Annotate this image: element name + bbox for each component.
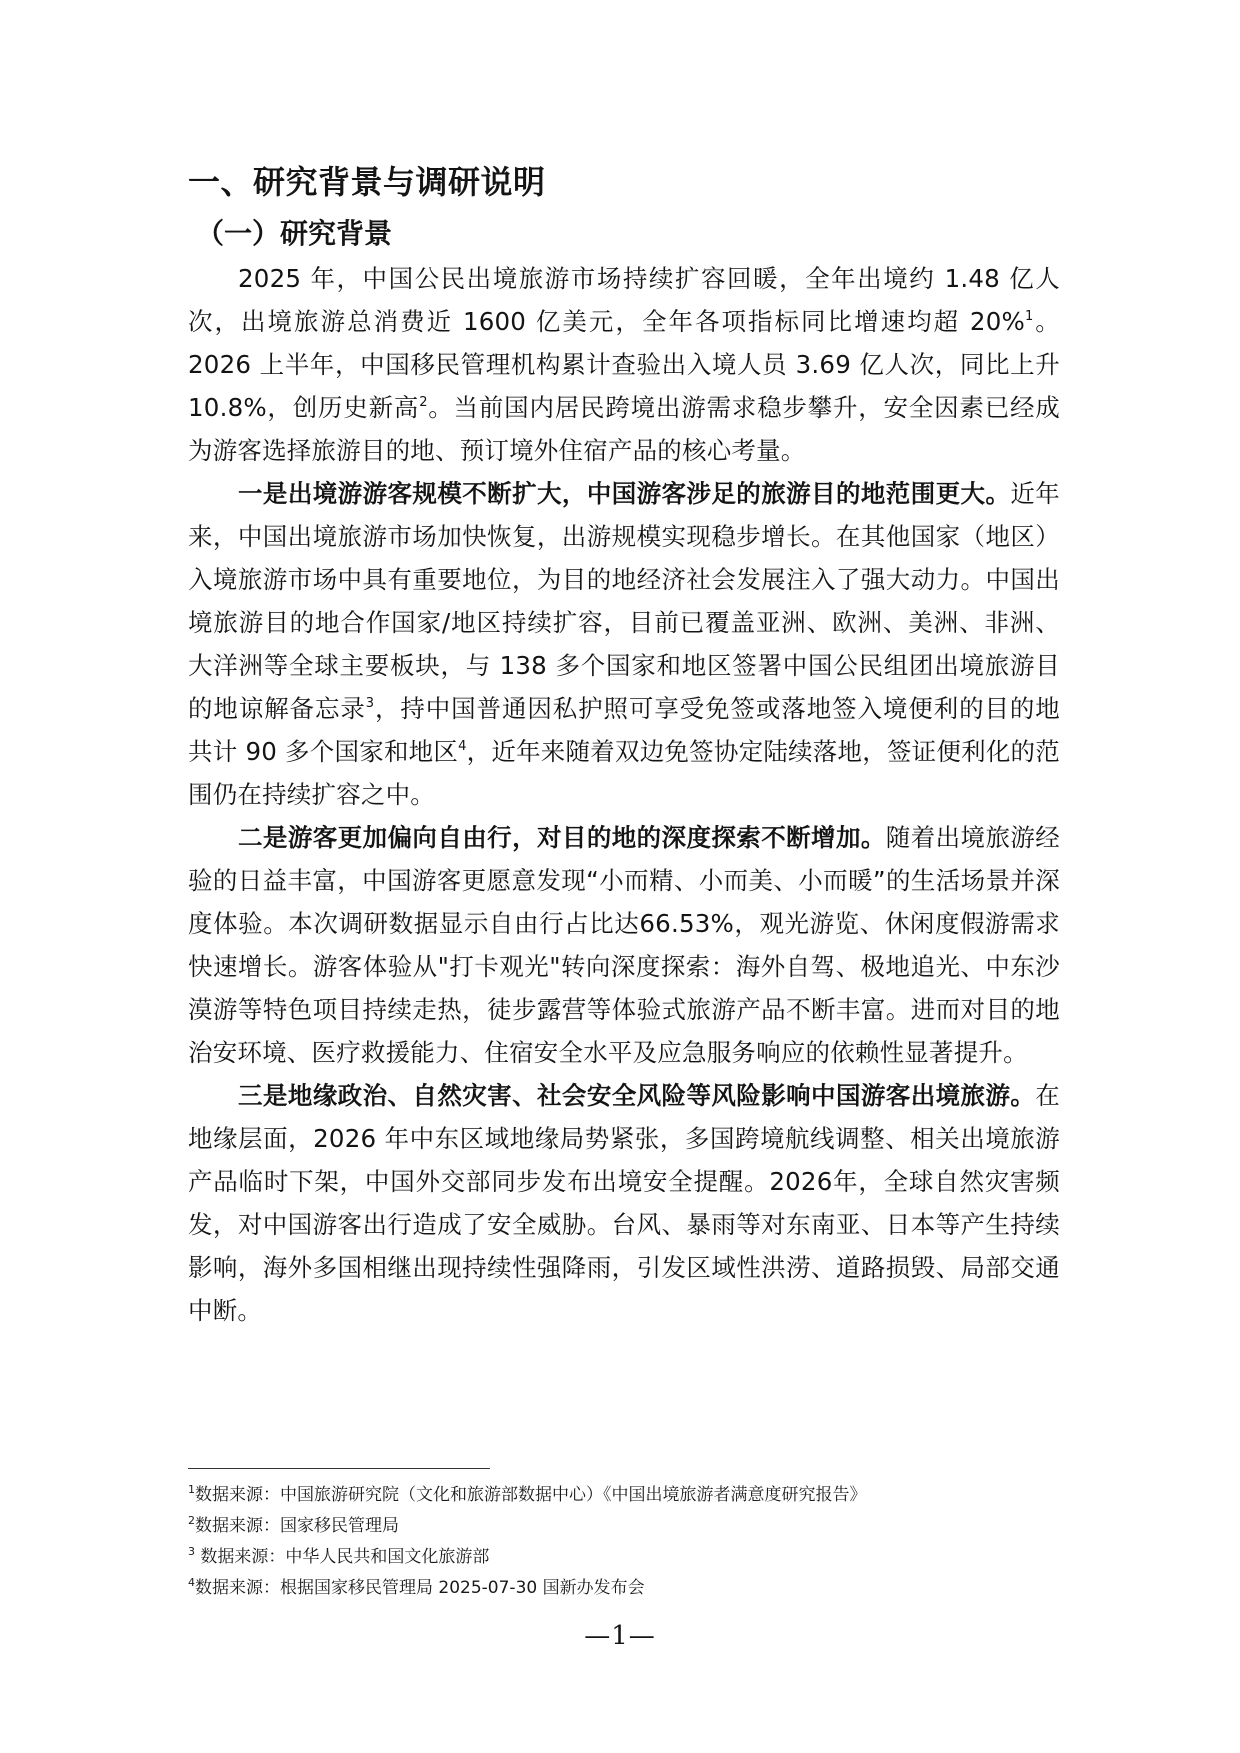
paragraph-lead: 一是出境游游客规模不断扩大，中国游客涉足的旅游目的地范围更大。 (238, 479, 1011, 508)
paragraph-text: 随着出境旅游经验的日益丰富，中国游客更愿意发现“小而精、小而美、小而暖”的生活场景并深度体验。本次调研数据显示自由行占比达66.53%，观光游览、休闲度假游需求快速增长。游客体验从"打卡观光"转向深度探索：海外自驾、极地追光、中东沙漠游等特色项目持续走热，徒步露营等体验式旅游产品不断丰富。进而对目的地治安环境、医疗救援能力、住宿安全水平及应急服务响应的依赖性显著提升。 (188, 823, 1060, 1067)
footnote-mark: 2 (188, 1514, 195, 1527)
paragraph-text: 2025 年，中国公民出境旅游市场持续扩容回暖，全年出境约 1.48 亿人次，出境旅游总消费近 1600 亿美元，全年各项指标同比增速均超 20% (188, 264, 1060, 336)
paragraph-point-three (188, 1074, 1060, 1332)
footnote-mark: 3 (188, 1545, 195, 1558)
paragraph-text: 近年来，中国出境旅游市场加快恢复，出游规模实现稳步增长。在其他国家（地区）入境旅游市场中具有重要地位，为目的地经济社会发展注入了强大动力。中国出境旅游目的地合作国家/地区持续扩容，目前已覆盖亚洲、欧洲、美洲、非洲、大洋洲等全球主要板块，与 138 多个国家和地区签署中国公民组团出境旅游目的地谅解备忘录 (188, 479, 1060, 723)
paragraph-point-two (188, 816, 1060, 1074)
paragraph-text: ，近年来随着双边免签协定陆续落地，签证便利化的范围仍在持续扩容之中。 (188, 737, 1060, 809)
page-number: —1— (584, 1621, 656, 1651)
footnote-item (188, 1480, 1088, 1511)
paragraph-background (188, 257, 1060, 472)
footnotes (188, 1480, 1088, 1604)
footnote-separator (188, 1468, 490, 1469)
footnote-ref-1[interactable]: 1 (1025, 309, 1034, 324)
paragraph-text: 在地缘层面，2026 年中东区域地缘局势紧张，多国跨境航线调整、相关出境旅游产品临时下架，中国外交部同步发布出境安全提醒。2026年，全球自然灾害频发，对中国游客出行造成了安全威胁。台风、暴雨等对东南亚、日本等产生持续影响，海外多国相继出现持续性强降雨，引发区域性洪涝、道路损毁、局部交通中断。 (188, 1081, 1060, 1325)
footnote-text: 数据来源：根据国家移民管理局 2025-07-30 国新办发布会 (195, 1578, 645, 1598)
paragraph-lead: 二是游客更加偏向自由行，对目的地的深度探索不断增加。 (238, 823, 886, 852)
main-content (188, 158, 1060, 1332)
subsection-title: （一）研究背景 (196, 217, 393, 250)
footnote-text: 数据来源：国家移民管理局 (195, 1516, 399, 1536)
paragraph-text: ，持中国普通因私护照可享受免签或落地签入境便利的目的地共计 90 多个国家和地区 (188, 694, 1060, 766)
footnote-ref-4[interactable]: 4 (458, 739, 467, 754)
footnote-text: 数据来源：中华人民共和国文化旅游部 (195, 1547, 490, 1567)
footnote-ref-3[interactable]: 3 (365, 696, 375, 711)
paragraph-text: 。2026 上半年，中国移民管理机构累计查验出入境人员 3.69 亿人次，同比上升 10.8%，创历史新高 (188, 307, 1060, 422)
footnote-item (188, 1542, 1088, 1573)
footnote-ref-2[interactable]: 2 (419, 395, 428, 410)
paragraph-point-one (188, 472, 1060, 816)
footnote-mark: 4 (188, 1576, 195, 1589)
footnote-mark: 1 (188, 1483, 195, 1496)
footnote-item (188, 1573, 1088, 1604)
footnote-text: 数据来源：中国旅游研究院（文化和旅游部数据中心）《中国出境旅游者满意度研究报告》 (195, 1485, 867, 1505)
paragraph-lead: 三是地缘政治、自然灾害、社会安全风险等风险影响中国游客出境旅游。 (238, 1081, 1036, 1110)
footnote-item (188, 1511, 1088, 1542)
section-title: 一、研究背景与调研说明 (188, 163, 546, 201)
paragraph-text: 。当前国内居民跨境出游需求稳步攀升，安全因素已经成为游客选择旅游目的地、预订境外住宿产品的核心考量。 (188, 393, 1061, 465)
